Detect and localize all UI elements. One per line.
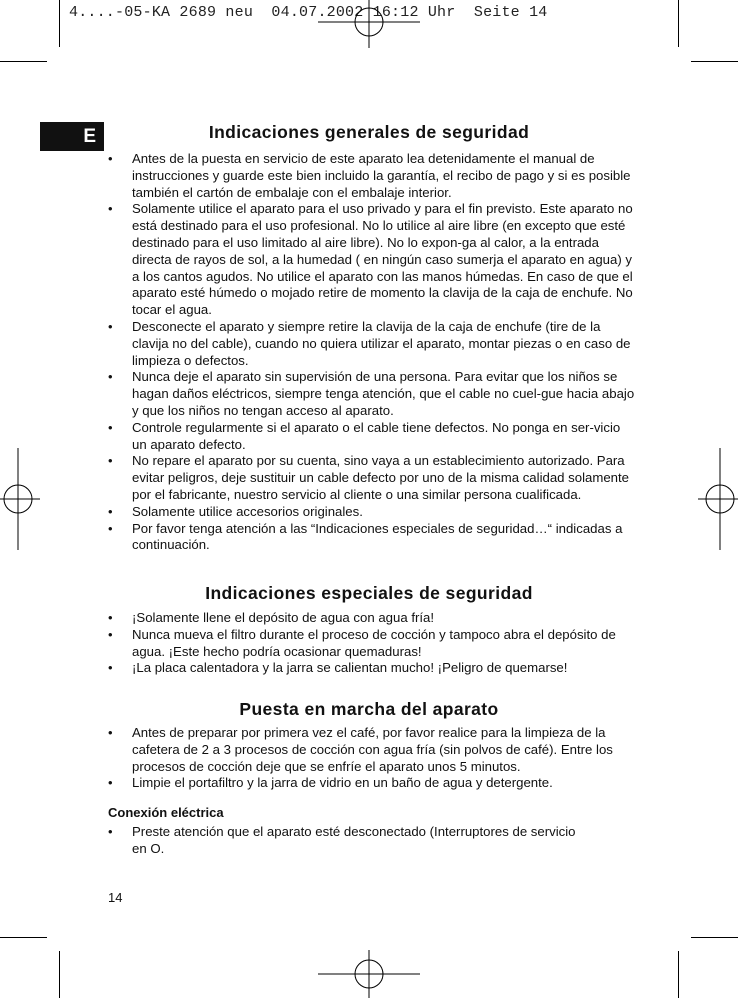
- list-item: • Nunca deje el aparato sin supervisión de una persona. Para evitar que los niños se hagan daños eléctricos, siempre tenga atención, que el cable no cuel-gue hacia abajo y que los niños no tengan acceso al aparato.: [108, 369, 638, 419]
- list-item: • Antes de la puesta en servicio de este aparato lea detenidamente el manual de instrucciones y guarde este bien incluido la garantía, el recibo de pago y si es posible también el cartón de embalaje con el embalaje interior.: [108, 151, 638, 201]
- registration-mark-top: [318, 0, 420, 50]
- registration-mark-right: [698, 448, 738, 550]
- list-item: • Limpie el portafiltro y la jarra de vidrio en un baño de agua y detergente.: [108, 775, 638, 792]
- list-item: • Antes de preparar por primera vez el café, por favor realice para la limpieza de la cafetera de 2 a 3 procesos de cocción con agua fría (sin polvos de café). Entre los procesos de cocción deje que se enfríe el aparato unos 5 minutos.: [108, 725, 638, 775]
- crop-mark: [59, 0, 60, 47]
- startup-list: [108, 725, 638, 792]
- list-item: • Nunca mueva el filtro durante el proceso de cocción y tampoco abra el depósito de agua. ¡Este hecho podría ocasionar quemaduras!: [108, 627, 638, 661]
- crop-mark: [691, 937, 738, 938]
- special-safety-list: [108, 610, 638, 677]
- list-item: • ¡Solamente llene el depósito de agua con agua fría!: [108, 610, 638, 627]
- list-item: • Solamente utilice el aparato para el uso privado y para el fin previsto. Este aparato no está destinado para el uso profesional. No lo utilice al aire libre (en excepto que esté destinado para el uso limitado al aire libre). No lo expon-ga al calor, a la entrada directa de rayos de sol, a la humedad ( en ningún caso sumerja el aparato en agua) y a los cantos agudos. No utilice el aparato con las manos húmedas. En caso de que el aparato esté húmedo o mojado retire de momento la clavija de la caja de enchufe. No tocar el agua.: [108, 201, 638, 319]
- list-item: • Preste atención que el aparato esté desconectado (Interruptores de servicio en O.: [108, 824, 578, 858]
- language-tab: E: [40, 122, 104, 151]
- list-item: • Desconecte el aparato y siempre retire la clavija de la caja de enchufe (tire de la clavija no del cable), cuando no quiera utilizar el aparato, montar piezas o en caso de limpieza o defectos.: [108, 319, 638, 369]
- crop-mark: [691, 61, 738, 62]
- list-item: • Solamente utilice accesorios originales.: [108, 504, 638, 521]
- list-item: • Controle regularmente si el aparato o el cable tiene defectos. No ponga en ser-vicio un aparato defecto.: [108, 420, 638, 454]
- registration-mark-left: [0, 448, 40, 550]
- crop-mark: [678, 0, 679, 47]
- print-slug-header: 4....-05-KA 2689 neu 04.07.2002 16:12 Uhr Seite 14: [69, 4, 548, 21]
- crop-mark: [59, 951, 60, 998]
- list-item: • No repare el aparato por su cuenta, sino vaya a un establecimiento autorizado. Para evitar peligros, deje sustituir un cable defecto por uno de la misma calidad solamente por el fabricante, nuestro servicio al cliente o una similar persona cualificada.: [108, 453, 638, 503]
- registration-mark-bottom: [318, 950, 420, 998]
- subsection-title-electrical: Conexión eléctrica: [108, 805, 224, 820]
- crop-mark: [0, 61, 47, 62]
- crop-mark: [678, 951, 679, 998]
- section-title-special-safety: Indicaciones especiales de seguridad: [205, 583, 533, 603]
- section-title-general-safety: Indicaciones generales de seguridad: [208, 122, 530, 142]
- crop-mark: [0, 937, 47, 938]
- section-title-startup: Puesta en marcha del aparato: [239, 699, 499, 719]
- electrical-list: [108, 824, 578, 858]
- list-item: • ¡La placa calentadora y la jarra se calientan mucho! ¡Peligro de quemarse!: [108, 660, 638, 677]
- list-item: • Por favor tenga atención a las “Indicaciones especiales de seguridad…“ indicadas a continuación.: [108, 521, 638, 555]
- page-number: 14: [108, 890, 123, 905]
- general-safety-list: [108, 151, 638, 554]
